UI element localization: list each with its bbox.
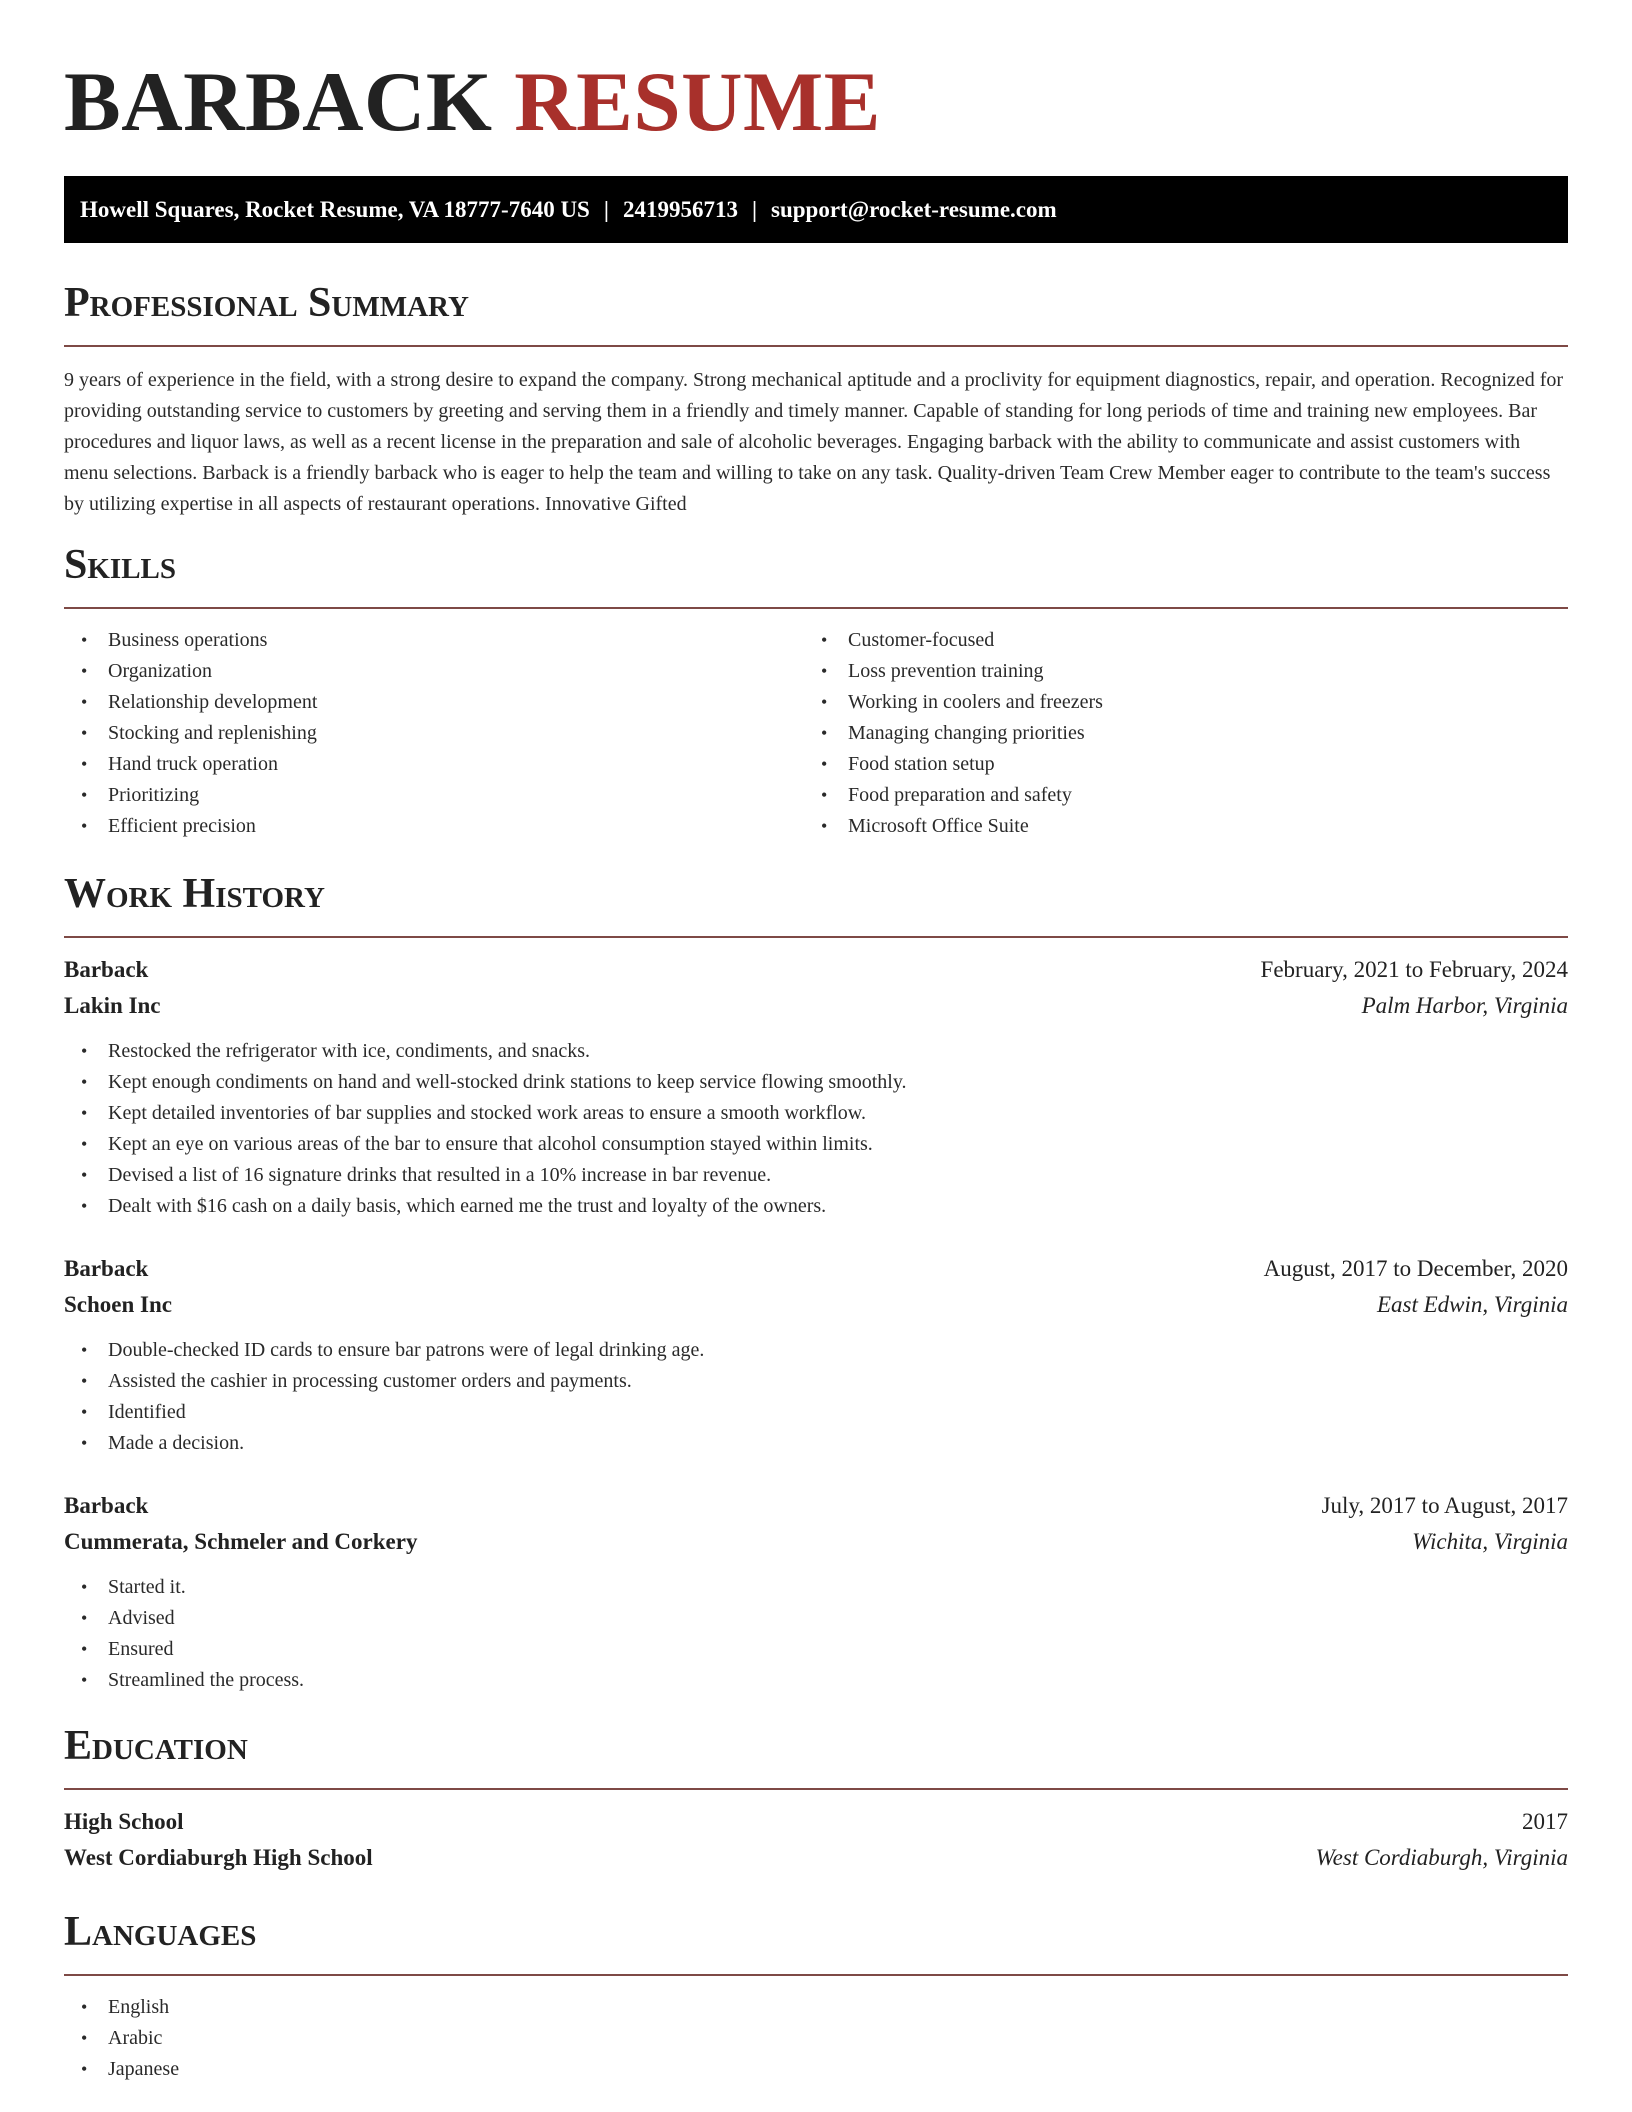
education-section: [64, 1716, 1568, 1876]
education-header-row: [64, 1804, 1568, 1840]
job-company: Lakin Inc: [64, 993, 161, 1018]
skills-list-left: [64, 625, 804, 842]
contact-separator: |: [603, 197, 609, 222]
summary-section: [64, 273, 1568, 520]
skill-item: • Stocking and replenishing: [64, 718, 804, 749]
section-divider: [64, 607, 1568, 609]
job-header-row: [64, 1251, 1568, 1287]
skill-item: • Loss prevention training: [804, 656, 1544, 687]
job-header-row: [64, 952, 1568, 988]
skill-item: • Working in coolers and freezers: [804, 687, 1544, 718]
contact-separator: |: [751, 197, 758, 222]
job-entry: [64, 1488, 1568, 1696]
resume-name-heading: [64, 55, 1568, 149]
language-item: • Arabic: [64, 2023, 1568, 2054]
contact-phone: 2419956713: [622, 197, 738, 222]
education-entry: [64, 1804, 1568, 1876]
job-company: Cummerata, Schmeler and Corkery: [64, 1529, 418, 1554]
skill-item: • Organization: [64, 656, 804, 687]
job-location: East Edwin, Virginia: [1376, 1292, 1568, 1317]
job-dates: February, 2021 to February, 2024: [1260, 957, 1568, 982]
skill-item: • Business operations: [64, 625, 804, 656]
section-title-work-history: Work History: [64, 871, 325, 917]
work-history-section: [64, 864, 1568, 1696]
contact-bar: [64, 176, 1568, 243]
summary-text: 9 years of experience in the field, with a strong desire to expand the company. Strong mechanical aptitude and a proclivity for equipment diagnostics, repair, and operation. Recognized for providing outstanding service to customers by greeting and serving them in a friendly and timely manner. Capable of standing for long periods of time and training new employees. Bar procedures and liquor laws, as well as a recent license in the preparation and sale of alcoholic beverages. Engaging barback with the ability to communicate and assist customers with menu selections. Barback is a friendly barback who is eager to help the team and willing to take on any task. Quality-driven Team Crew Member eager to contribute to the team's success by utilizing expertise in all aspects of restaurant operations. Innovative Gifted: [64, 369, 1564, 515]
education-school: West Cordiaburgh High School: [64, 1845, 373, 1870]
languages-list: [64, 1992, 1568, 2085]
name-main: BARBACK: [64, 55, 493, 149]
job-bullet: • Kept detailed inventories of bar supplies and stocked work areas to ensure a smooth workflow.: [64, 1098, 1568, 1129]
language-item: • Japanese: [64, 2054, 1568, 2085]
skill-item: • Food preparation and safety: [804, 780, 1544, 811]
job-bullet: • Started it.: [64, 1572, 1568, 1603]
skill-item: • Microsoft Office Suite: [804, 811, 1544, 842]
job-bullets: [64, 1572, 1568, 1696]
job-bullet: • Devised a list of 16 signature drinks that resulted in a 10% increase in bar revenue.: [64, 1160, 1568, 1191]
job-entry: [64, 952, 1568, 1222]
skill-item: • Hand truck operation: [64, 749, 804, 780]
education-degree: High School: [64, 1809, 184, 1834]
job-title: Barback: [64, 957, 149, 982]
skills-columns: [64, 625, 1568, 842]
job-bullet: • Made a decision.: [64, 1428, 1568, 1459]
section-divider: [64, 1974, 1568, 1976]
job-company: Schoen Inc: [64, 1292, 172, 1317]
skill-item: • Managing changing priorities: [804, 718, 1544, 749]
job-bullet: • Identified: [64, 1397, 1568, 1428]
skill-item: • Efficient precision: [64, 811, 804, 842]
job-dates: August, 2017 to December, 2020: [1263, 1256, 1568, 1281]
job-company-row: [64, 1287, 1568, 1323]
job-company-row: [64, 1524, 1568, 1560]
language-item: • English: [64, 1992, 1568, 2023]
name-accent: RESUME: [514, 55, 881, 149]
job-bullet: • Assisted the cashier in processing customer orders and payments.: [64, 1366, 1568, 1397]
job-entry: [64, 1251, 1568, 1459]
languages-section: [64, 1902, 1568, 2085]
job-bullet: • Streamlined the process.: [64, 1665, 1568, 1696]
job-location: Wichita, Virginia: [1412, 1529, 1568, 1554]
resume-page: [64, 0, 1568, 2085]
job-bullet: • Double-checked ID cards to ensure bar patrons were of legal drinking age.: [64, 1335, 1568, 1366]
job-bullets: [64, 1036, 1568, 1222]
skill-item: • Prioritizing: [64, 780, 804, 811]
section-divider: [64, 936, 1568, 938]
job-bullet: • Kept an eye on various areas of the bar to ensure that alcohol consumption stayed within limits.: [64, 1129, 1568, 1160]
section-title-languages: Languages: [64, 1909, 257, 1955]
job-bullet: • Dealt with $16 cash on a daily basis, which earned me the trust and loyalty of the owners.: [64, 1191, 1568, 1222]
section-title-skills: Skills: [64, 542, 177, 588]
job-bullet: • Restocked the refrigerator with ice, condiments, and snacks.: [64, 1036, 1568, 1067]
contact-email: support@rocket-resume.com: [771, 197, 1057, 222]
skill-item: • Customer-focused: [804, 625, 1544, 656]
section-divider: [64, 1788, 1568, 1790]
education-school-row: [64, 1840, 1568, 1876]
education-year: 2017: [1522, 1809, 1568, 1834]
skill-item: • Food station setup: [804, 749, 1544, 780]
job-bullet: • Ensured: [64, 1634, 1568, 1665]
education-location: West Cordiaburgh, Virginia: [1315, 1845, 1568, 1870]
job-bullet: • Advised: [64, 1603, 1568, 1634]
job-bullet: • Kept enough condiments on hand and well-stocked drink stations to keep service flowing smoothly.: [64, 1067, 1568, 1098]
job-company-row: [64, 988, 1568, 1024]
job-bullets: [64, 1335, 1568, 1459]
job-location: Palm Harbor, Virginia: [1361, 993, 1568, 1018]
section-title-summary: Professional Summary: [64, 280, 469, 326]
skills-list-right: [804, 625, 1544, 842]
job-title: Barback: [64, 1256, 149, 1281]
job-title: Barback: [64, 1493, 149, 1518]
skills-section: [64, 535, 1568, 842]
skill-item: • Relationship development: [64, 687, 804, 718]
job-header-row: [64, 1488, 1568, 1524]
section-divider: [64, 345, 1568, 347]
section-title-education: Education: [64, 1723, 248, 1769]
job-dates: July, 2017 to August, 2017: [1321, 1493, 1568, 1518]
contact-address: Howell Squares, Rocket Resume, VA 18777-7640 US: [80, 197, 590, 222]
